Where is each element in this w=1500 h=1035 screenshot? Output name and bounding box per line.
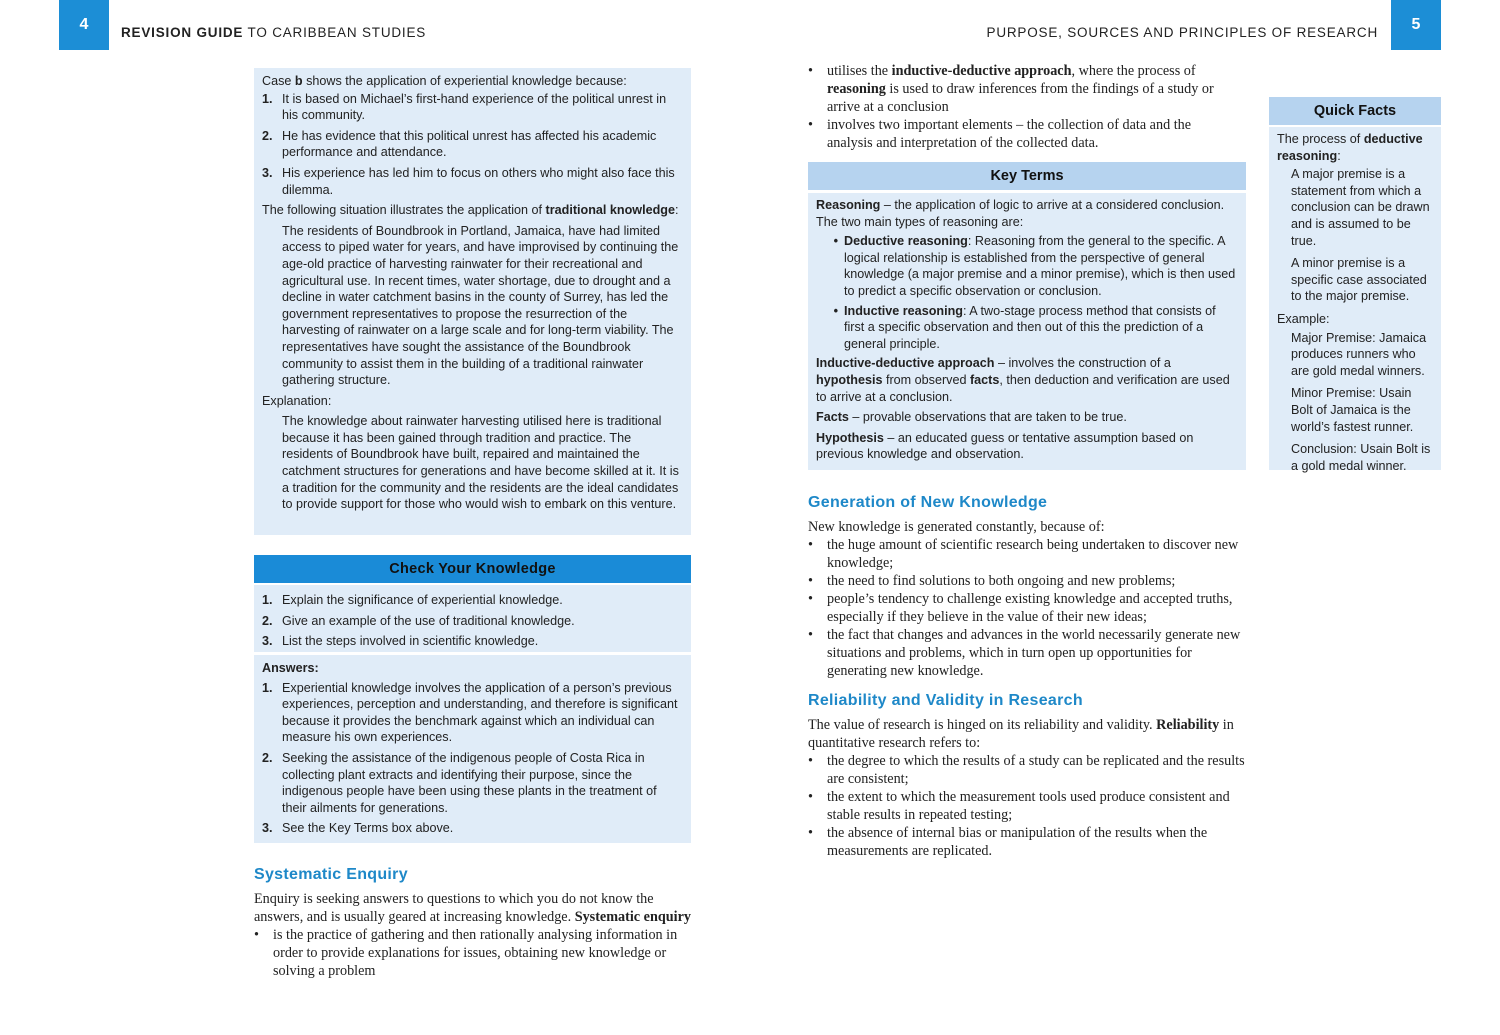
example-major: Major Premise: Jamaica produces runners who are gold medal winners. [1291,330,1427,378]
bullet-item: • utilises the inductive-deductive approach, where the process of reasoning is used to draw inferences from the findings of a study or arrive at a conclusion [808,63,1214,115]
right-page-number: 5 [1391,0,1441,50]
explanation-text: The knowledge about rainwater harvesting utilised here is traditional because it has been gained through tradition and practice. The residents of Boundbrook have built, repaired and maintained the catchment structures for generations and have become skilled at it. It is a tradition for the community and the residents are the ideal candidates to provide support for those who would wish to embark on this venture. [282,414,679,512]
key-terms-box [808,193,1246,470]
situation-intro: The following situation illustrates the application of traditional knowledge: [262,203,679,218]
case-intro: Case b shows the application of experiential knowledge because: [262,74,627,88]
bullet-item: • the degree to which the results of a study can be replicated and the results are consistent; [808,753,1245,787]
reasoning-def: Reasoning – the application of logic to arrive at a considered conclusion. The two main types of reasoning are: [816,198,1225,229]
running-head-rest: TO CARIBBEAN STUDIES [243,25,427,40]
answers-label: Answers: [262,661,319,675]
bullet-item: • the fact that changes and advances in the world necessarily generate new situations and problems, which in turn open up opportunities for generating new knowledge. [808,627,1241,679]
reliability-heading: Reliability and Validity in Research [808,692,1083,709]
answer-item: 1. Experiential knowledge involves the application of a person’s previous experiences, perception and understanding, and therefore is significant because it provides the benchmark against which an individual can measure his own experiences. [262,680,678,745]
example-minor: Minor Premise: Usain Bolt of Jamaica is the world’s fastest runner. [1291,386,1414,434]
quick-facts-intro: The process of deductive reasoning: [1277,132,1423,163]
systematic-enquiry-heading: Systematic Enquiry [254,866,408,883]
bullet-item: • people’s tendency to challenge existing knowledge and accepted truths, especially if they believe in the value of their new ideas; [808,591,1233,625]
case-box [254,68,691,535]
answer-item: 2. Seeking the assistance of the indigenous people of Costa Rica in collecting plant extracts and identifying their purpose, since the indigenous people have been using these plants in the treatment of their ailments for generations. [262,750,657,815]
systematic-enquiry-text: Enquiry is seeking answers to questions to which you do not know the answers, and is usually geared at increasing knowledge. Systematic enquiry • is the practice of gathering and then rationally analysing information in order to provide explanations for issues, obtaining new knowledge or solving a problem [254,891,691,979]
key-terms-title: Key Terms [808,162,1246,190]
bullet-item: • the absence of internal bias or manipulation of the results when the measurements are replicated. [808,825,1208,859]
check-questions [254,585,691,652]
example-conclusion: Conclusion: Usain Bolt is a gold medal winner. [1291,442,1431,473]
quick-facts-title: Quick Facts [1269,97,1441,125]
running-head-bold: REVISION GUIDE [121,25,244,40]
answer-item: 3. See the Key Terms box above. [262,821,454,836]
bullet-item: • involves two important elements – the collection of data and the analysis and interpretation of the collected data. [808,117,1192,151]
left-page-number: 4 [59,0,109,50]
major-premise-def: A major premise is a statement from which a conclusion can be drawn and is assumed to be true. [1291,167,1430,248]
hypothesis-def: Hypothesis – an educated guess or tentative assumption based on previous knowledge and observation. [816,430,1194,462]
list-item: 3. His experience has led him to focus on others who might also face this dilemma. [262,165,675,197]
generation-heading: Generation of New Knowledge [808,494,1048,511]
bullet-item: • is the practice of gathering and then rationally analysing information in order to provide explanations for issues, obtaining new knowledge or solving a problem [254,927,678,979]
question-item: 3. List the steps involved in scientific knowledge. [262,634,539,649]
list-item: 1. It is based on Michael’s first-hand experience of the political unrest in his community. [262,91,667,123]
list-item: 2. He has evidence that this political unrest has affected his academic performance and attendance. [262,128,657,160]
facts-def: Facts – provable observations that are taken to be true. [816,410,1127,425]
minor-premise-def: A minor premise is a specific case associated to the major premise. [1291,256,1427,304]
question-item: 1. Explain the significance of experiential knowledge. [262,593,563,607]
reliability-text: The value of research is hinged on its reliability and validity. Reliability in quantitative research refers to: • the degree to which the results of a study can be replicated and the results are consistent; • the extent to which the measurement tools used produce consistent and stable results in repeated testing; • the absence of internal bias or manipulation of the results when the measurements are replicated. [808,716,1248,860]
situation-text: The residents of Boundbrook in Portland, Jamaica, have had limited access to piped water for years, and have improvised by continuing the age-old practice of harvesting rainwater for their recreational and agricultural use. In recent times, water shortage, due to drought and a decline in water catchment basins in the county of Surrey, has led the government representatives to propose the resurrection of the harvesting of rainwater on a large scale and for long-term viability. The representatives have sought the assistance of the Boundbrook community to assist them in the building of a traditional rainwater gathering structure. [282,223,679,388]
check-knowledge-title: Check Your Knowledge [254,555,691,583]
left-running-head [121,25,426,40]
question-item: 2. Give an example of the use of traditional knowledge. [262,613,575,628]
bullet-item: • the huge amount of scientific research being undertaken to discover new knowledge; [808,537,1239,571]
example-label: Example: [1277,311,1330,326]
generation-text: New knowledge is generated constantly, because of: • the huge amount of scientific research being undertaken to discover new knowledge; • the need to find solutions to both ongoing and new problems; • people’s tendency to challenge existing knowledge and accepted truths, especially if they believe in the value of their new ideas; • the fact that changes and advances in the world necessarily generate new situations and problems, which in turn open up opportunities for generating new knowledge. [808,518,1248,680]
check-answers [254,655,691,843]
inductive-def: • Inductive reasoning: A two-stage process method that consists of first a specific observation and then out of this the prediction of a general principle. [833,303,1216,351]
quick-facts-box [1269,127,1441,473]
deductive-def: • Deductive reasoning: Reasoning from the general to the specific. A logical relationship is established from the perspective of general knowledge (a major premise and a minor premise), which is then used to predict a specific observation or conclusion. [833,234,1236,298]
right-running-head: PURPOSE, SOURCES AND PRINCIPLES OF RESEARCH [986,25,1378,40]
inductive-deductive-def: Inductive-deductive approach – involves the construction of a hypothesis from observed facts, then deduction and verification are used to arrive at a conclusion. [816,356,1230,404]
explanation-label: Explanation: [262,393,332,408]
enquiry-continued-bullets [808,62,1238,152]
bullet-item: • the need to find solutions to both ongoing and new problems; [808,573,1176,589]
bullet-item: • the extent to which the measurement tools used produce consistent and stable results in repeated testing; [808,789,1230,823]
